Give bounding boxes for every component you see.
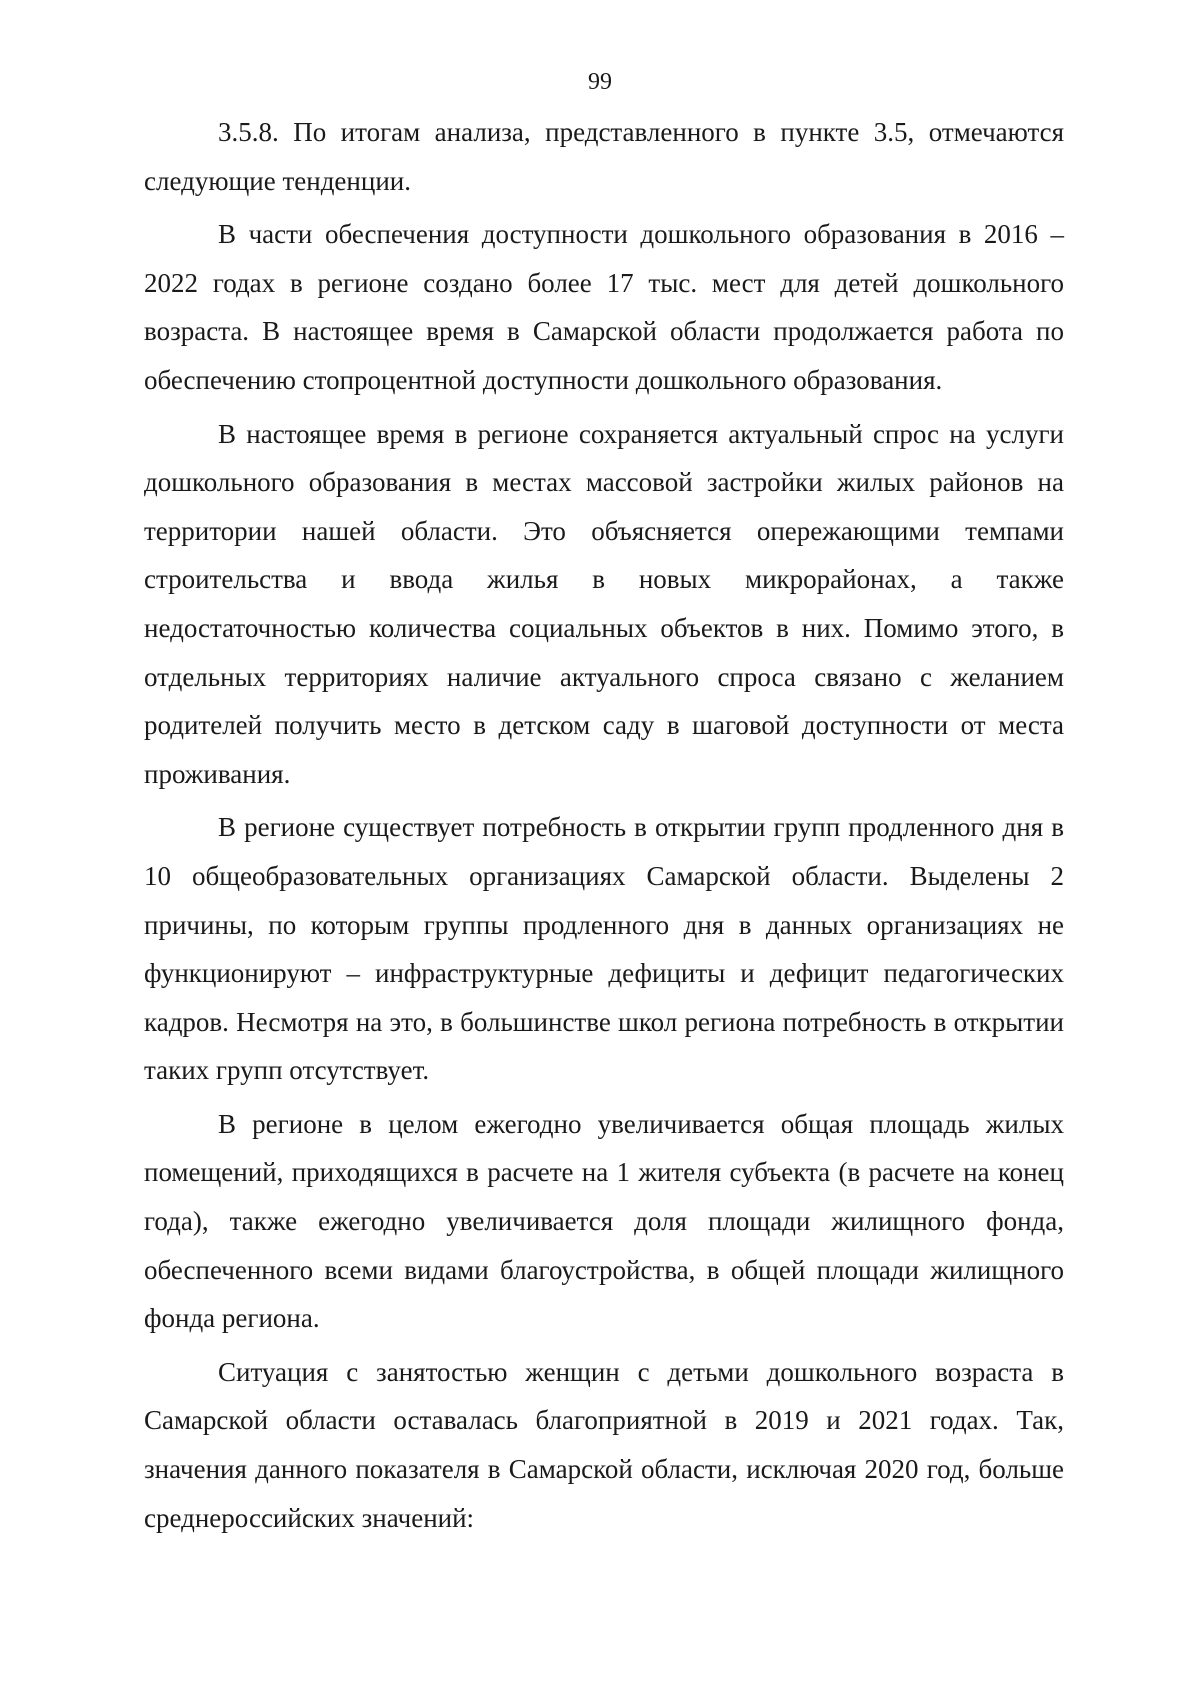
paragraph-housing: В регионе в целом ежегодно увеличивается общая площадь жилых помещений, приходящихся в расчете на 1 жителя субъекта (в расчете на конец года), также ежегодно увеличивается доля площади жилищного фонда, обеспеченного всеми видами благоустройства, в общей площади жилищного фонда региона. [144, 1108, 1064, 1334]
paragraph-preschool-demand: В настоящее время в регионе сохраняется актуальный спрос на услуги дошкольного образования в местах массовой застройки жилых районов на территории нашей области. Это объясняется опережающими темпами строительства и ввода жилья в новых микрорайонах, а также недостаточностью количества социальных объектов в них. Помимо этого, в отдельных территориях наличие актуального спроса связано с желанием родителей получить место в детском саду в шаговой доступности от места проживания. [144, 418, 1064, 789]
paragraph-trends-intro: 3.5.8. По итогам анализа, представленного в пункте 3.5, отмечаются следующие тенденции. [144, 117, 1064, 196]
page-number: 99 [588, 69, 612, 95]
document-body [144, 108, 1064, 1547]
paragraph-preschool-access: В части обеспечения доступности дошкольного образования в 2016 – 2022 годах в регионе создано более 17 тыс. мест для детей дошкольного возраста. В настоящее время в Самарской области продолжается работа по обеспечению стопроцентной доступности дошкольного образования. [144, 219, 1064, 395]
paragraph-women-employment: Ситуация с занятостью женщин с детьми дошкольного возраста в Самарской области оставалась благоприятной в 2019 и 2021 годах. Так, значения данного показателя в Самарской области, исключая 2020 год, больше среднероссийских значений: [144, 1356, 1064, 1533]
paragraph-extended-day-groups: В регионе существует потребность в открытии групп продленного дня в 10 общеобразовательных организациях Самарской области. Выделены 2 причины, по которым группы продленного дня в данных организациях не функционируют – инфраструктурные дефициты и дефицит педагогических кадров. Несмотря на это, в большинстве школ региона потребность в открытии таких групп отсутствует. [144, 812, 1064, 1086]
